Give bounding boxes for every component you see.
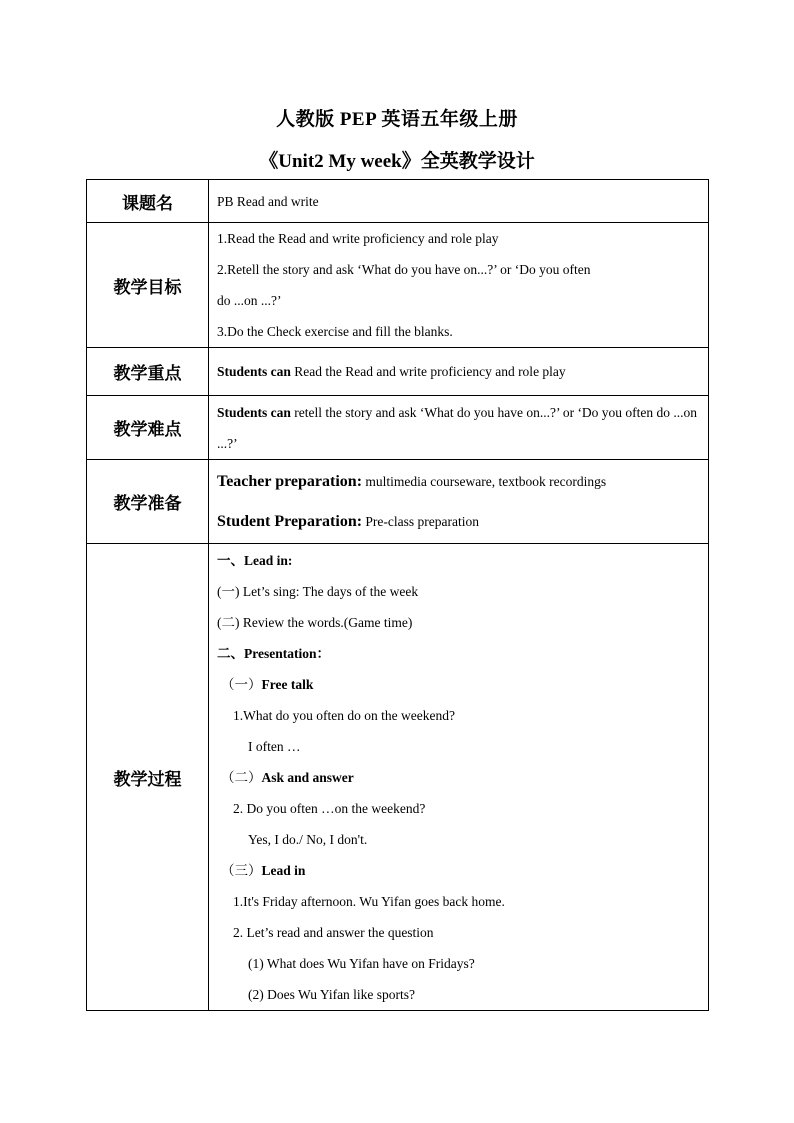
process-line: I often … [248,738,301,754]
topic-text: PB Read and write [217,193,319,209]
label-difficulties: 教学难点 [87,396,209,460]
process-line: 2. Do you often …on the weekend? [233,800,426,816]
process-line: 1.It's Friday afternoon. Wu Yifan goes back home. [233,893,505,909]
difficulties-lead: Students can [217,404,291,420]
label-objectives: 教学目标 [87,223,209,348]
process-subheading: Ask and answer [261,769,354,785]
process-line: (一) Let’s sing: The days of the week [217,583,419,599]
lesson-plan-table [86,179,709,1011]
row-topic [87,180,709,223]
objective-line: do ...on ...?’ [217,293,282,308]
content-objectives [209,223,709,348]
document-subtitle: 《Unit2 My week》全英教学设计 [259,151,535,172]
process-heading: 一、Lead in: [217,552,293,568]
label-key-points: 教学重点 [87,348,209,396]
process-subheading: Free talk [261,676,314,692]
process-subheading: Lead in [261,862,306,878]
row-preparation [87,460,709,544]
process-line: 2. Let’s read and answer the question [233,924,434,940]
process-line: 1.What do you often do on the weekend? [233,707,455,723]
content-key-points [209,348,709,396]
row-process [87,544,709,1011]
label-topic: 课题名 [87,180,209,223]
label-preparation: 教学准备 [87,460,209,544]
student-preparation-lead: Student Preparation: [217,512,363,530]
row-key-points [87,348,709,396]
row-difficulties [87,396,709,460]
process-subnum: （二） [221,769,262,785]
teacher-preparation-lead: Teacher preparation: [217,472,363,490]
row-objectives [87,223,709,348]
process-line: (1) What does Wu Yifan have on Fridays? [248,955,475,971]
process-line: (2) Does Wu Yifan like sports? [248,986,416,1002]
content-topic [209,180,709,223]
content-process [209,544,709,1011]
student-preparation-text: Pre-class preparation [362,513,479,529]
key-points-text: Read the Read and write proficiency and role play [290,364,566,379]
objective-line: 2.Retell the story and ask ‘What do you have on...?’ or ‘Do you often [217,262,591,277]
key-points-lead: Students can [217,364,291,379]
process-line: Yes, I do./ No, I don't. [248,831,368,847]
process-subnum: （三） [221,862,262,878]
document-title: 人教版 PEP 英语五年级上册 [276,109,518,130]
process-subnum: （一） [221,676,262,692]
process-heading: 二、Presentation： [217,645,330,661]
content-difficulties [209,396,709,460]
process-line: (二) Review the words.(Game time) [217,614,413,630]
objective-line: 1.Read the Read and write proficiency and role play [217,231,499,246]
label-process: 教学过程 [87,544,209,1011]
objective-line: 3.Do the Check exercise and fill the blanks. [217,324,453,339]
difficulties-text: retell the story and ask ‘What do you have on...?’ or ‘Do you often do ...on ...?’ [217,404,698,451]
teacher-preparation-text: multimedia courseware, textbook recordings [362,473,607,489]
content-preparation [209,460,709,544]
